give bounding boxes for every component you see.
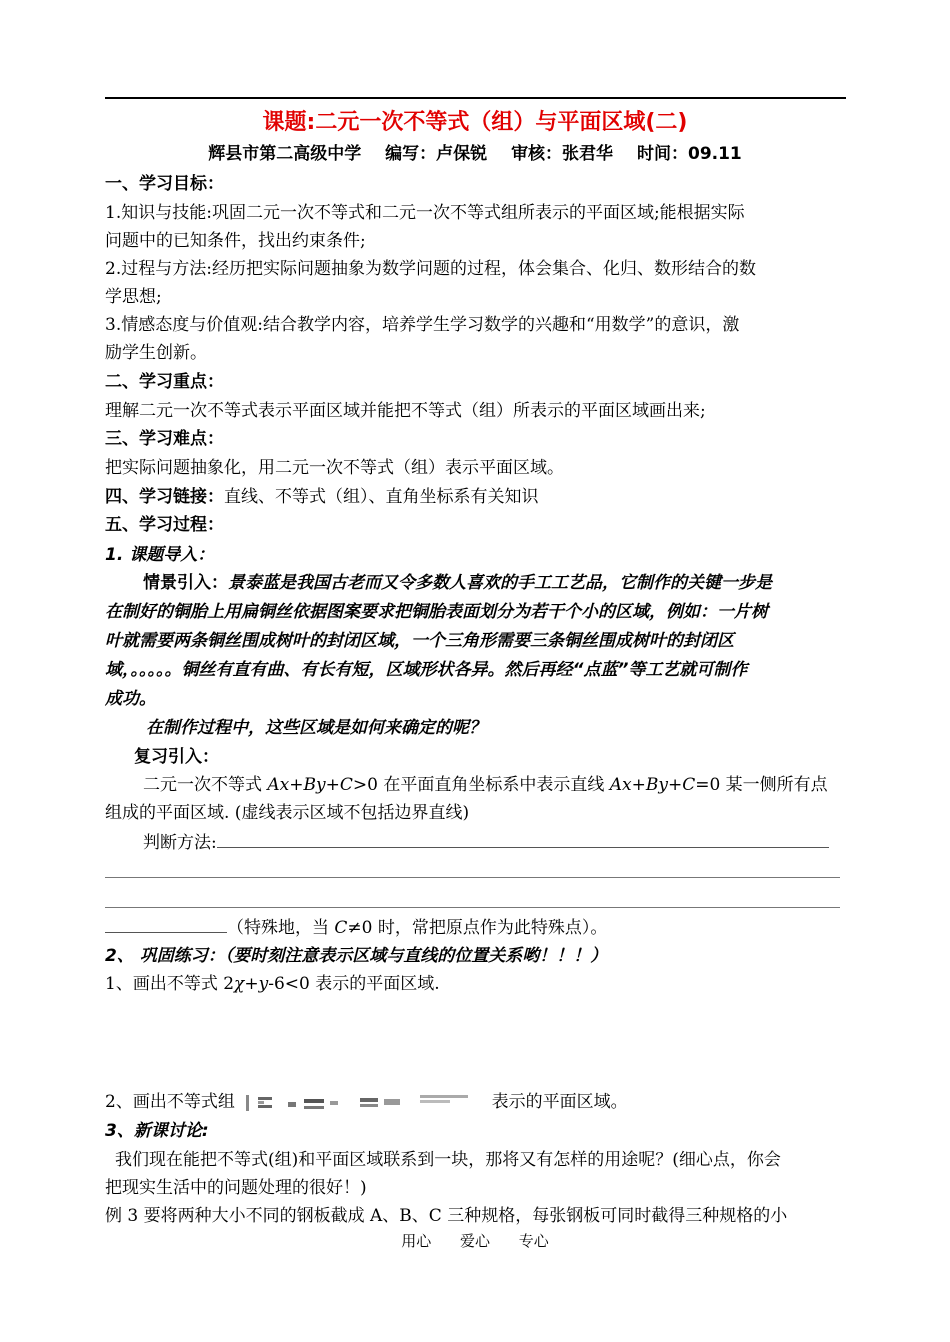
scene-label: 情景引入： (143, 573, 228, 593)
review-formula-1: Ax+By+C (267, 775, 353, 795)
review-line-2: 组成的平面区域. (虚线表示区域不包括边界直线) (105, 803, 470, 823)
exercise-1 (105, 972, 440, 996)
ex1-text-b: -6<0 表示的平面区域. (268, 974, 440, 994)
discussion-line-2: 把现实生活中的问题处理的很好！) (105, 1178, 367, 1198)
judge-label: 判断方法: (143, 833, 217, 853)
footer-word-1: 用心 (401, 1232, 432, 1250)
section-heading-goals: 一、学习目标： (105, 174, 224, 194)
review-formula-2: Ax+By+C (609, 775, 696, 795)
judge-blank[interactable] (217, 833, 829, 848)
exercise-2 (105, 1090, 628, 1114)
review-label: 复习引入： (134, 747, 219, 767)
ex1-text-a: 1、画出不等式 2 (105, 974, 235, 994)
byline-time: 时间：09.11 (636, 144, 742, 164)
scene-line-3: 叶就需要两条铜丝围成树叶的封闭区域，一个三角形需要三条铜丝围成树叶的封闭区 (105, 631, 734, 651)
goal-3-line-1: 3.情感态度与价值观:结合教学内容，培养学生学习数学的兴趣和“用数学”的意识，激 (105, 315, 740, 335)
inequality-system-image (244, 1092, 482, 1114)
note-text-a: （特殊地，当 (227, 918, 335, 938)
blank-line-2[interactable] (105, 907, 840, 908)
ex1-var-y: y (258, 974, 269, 994)
page-footer (0, 1230, 950, 1251)
links-line (105, 485, 539, 509)
ex2-text-b: 表示的平面区域。 (491, 1092, 628, 1112)
ex2-text-a: 2、画出不等式组 (105, 1092, 235, 1112)
byline-reviewer: 审核：张君华 (511, 144, 614, 164)
goal-1-line-2: 问题中的已知条件，找出约束条件; (105, 231, 366, 251)
section-heading-process: 五、学习过程： (105, 515, 224, 535)
review-text-c: =0 某一侧所有点 (695, 775, 828, 795)
scene-line-5: 成功。 (105, 689, 156, 709)
example-3-line: 例 3 要将两种大小不同的钢板截成 A、B、C 三种规格，每张钢板可同时截得三种规格的小 (105, 1206, 788, 1226)
section-heading-key-points: 二、学习重点： (105, 372, 224, 392)
ex1-var-x: χ (234, 974, 245, 994)
scene-line-4: 域，。。。。。铜丝有直有曲、有长有短，区域形状各异。然后再经“点蓝”等工艺就可制作 (105, 660, 748, 680)
footer-word-3: 专心 (518, 1232, 549, 1250)
links-text: 直线、不等式（组）、直角坐标系有关知识 (224, 487, 539, 507)
difficulties-text: 把实际问题抽象化，用二元一次不等式（组）表示平面区域。 (105, 458, 564, 478)
footer-word-2: 爱心 (459, 1232, 490, 1250)
byline (0, 142, 950, 166)
review-text-b: >0 在平面直角坐标系中表示直线 (352, 775, 610, 795)
discussion-line-1: 我们现在能把不等式(组)和平面区域联系到一块，那将又有怎样的用途呢？(细心点，你会 (115, 1150, 781, 1170)
review-line-1 (143, 773, 828, 797)
goal-2-line-1: 2.过程与方法:经历把实际问题抽象为数学问题的过程，体会集合、化归、数形结合的数 (105, 259, 756, 279)
note-text-b: ≠0 时，常把原点作为此特殊点）。 (347, 918, 608, 938)
note-line (105, 916, 607, 940)
note-var-c: C (334, 918, 348, 938)
review-text-a: 二元一次不等式 (143, 775, 268, 795)
byline-school: 辉县市第二高级中学 (208, 144, 362, 164)
header-rule (105, 97, 846, 99)
lesson-title: 课题:二元一次不等式（组）与平面区域(二) (262, 110, 688, 135)
ex1-plus: + (244, 974, 259, 994)
note-blank[interactable] (105, 918, 227, 933)
goal-2-line-2: 学思想; (105, 287, 162, 307)
section-heading-links: 四、学习链接： (105, 487, 224, 507)
scene-line-1 (143, 571, 772, 595)
scene-question: 在制作过程中，这些区域是如何来确定的呢？ (146, 718, 486, 738)
scene-line-2: 在制好的铜胎上用扁铜丝依据图案要求把铜胎表面划分为若干个小的区域，例如：一片树 (105, 602, 768, 622)
scene-text-1: 景泰蓝是我国古老而又令多数人喜欢的手工工艺品，它制作的关键一步是 (228, 573, 772, 593)
subheading-practice: 2、 巩固练习：（要时刻注意表示区域与直线的位置关系哟！！！） (105, 946, 608, 966)
goal-3-line-2: 励学生创新。 (105, 343, 207, 363)
goal-1-line-1: 1.知识与技能:巩固二元一次不等式和二元一次不等式组所表示的平面区域;能根据实际 (105, 203, 745, 223)
subheading-discussion: 3、新课讨论: (105, 1121, 209, 1141)
judge-line (143, 831, 829, 855)
subheading-intro: 1. 课题导入： (105, 545, 215, 565)
section-heading-difficulties: 三、学习难点： (105, 429, 224, 449)
key-points-text: 理解二元一次不等式表示平面区域并能把不等式（组）所表示的平面区域画出来; (105, 401, 706, 421)
blank-line-1[interactable] (105, 877, 840, 878)
byline-editor: 编写：卢保锐 (385, 144, 488, 164)
